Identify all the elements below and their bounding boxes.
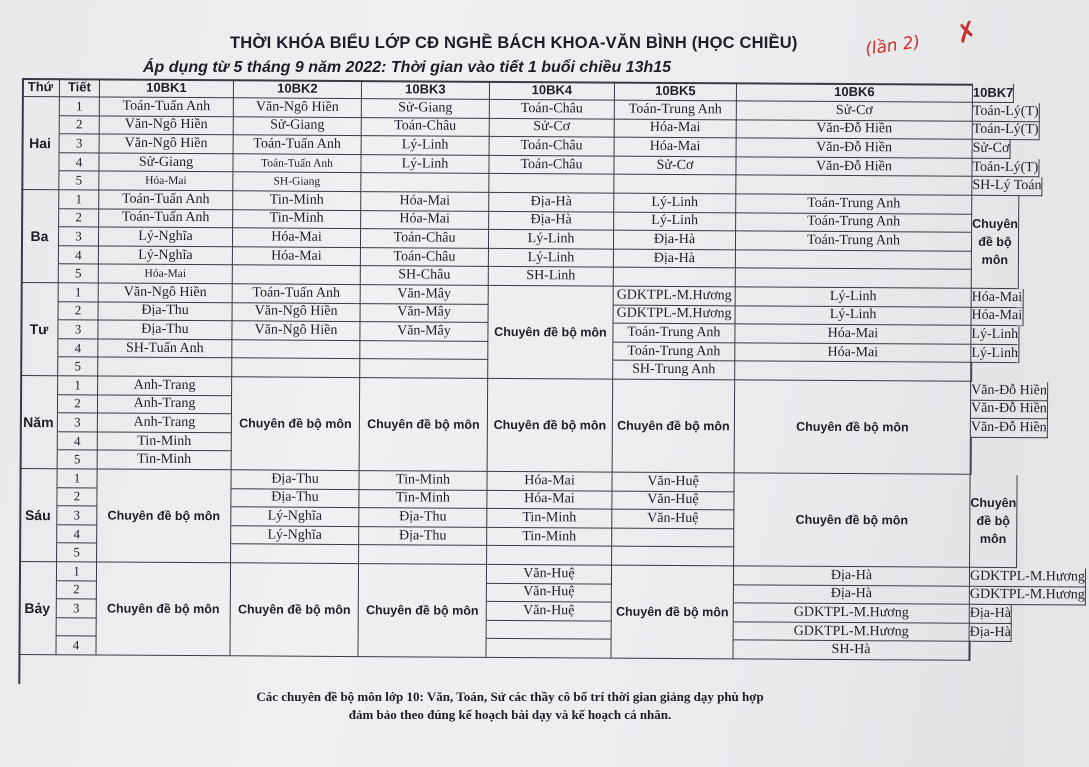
schedule-cell (612, 547, 734, 566)
schedule-cell: Địa-Hà (614, 231, 736, 250)
schedule-cell: Toán-Châu (361, 248, 489, 267)
period-number: 4 (59, 246, 99, 265)
header-day: Thứ (22, 78, 60, 97)
schedule-cell: Địa-Hà (489, 211, 614, 230)
period-number: 4 (59, 153, 99, 172)
schedule-cell: Văn-Đỗ Hiền (737, 139, 973, 159)
schedule-cell: GDKTPL-M.Hương (614, 287, 736, 306)
schedule-cell: Toán-Châu (489, 156, 614, 175)
schedule-cell: Văn-Mây (361, 285, 489, 304)
schedule-cell: Sử-Cơ (737, 101, 973, 121)
header-class: 10BK1 (100, 78, 234, 98)
day-label: Bảy (18, 562, 57, 655)
schedule-cell: Địa-Thu (231, 489, 359, 508)
schedule-cell: Anh-Trang (98, 395, 232, 414)
schedule-cell: Hóa-Mai (972, 289, 1024, 308)
schedule-cell (614, 175, 736, 194)
schedule-cell: Toán-Trung Anh (613, 342, 735, 361)
schedule-cell: Lý-Linh (361, 155, 489, 174)
merged-topic-cell: Chuyên đề bộ môn (232, 377, 361, 471)
day-label: Sáu (19, 469, 58, 562)
schedule-cell (231, 545, 359, 564)
schedule-cell: Văn-Ngô Hiền (100, 135, 234, 154)
period-number: 1 (59, 283, 99, 302)
schedule-cell: Sử-Giang (234, 117, 362, 136)
schedule-cell: Toán-Lý(T) (973, 103, 1040, 122)
period-number: 5 (58, 451, 98, 470)
schedule-cell: Toán-Châu (490, 100, 615, 119)
merged-topic-cell: Chuyên đề bộ môn (360, 378, 489, 472)
merged-topic-cell: Chuyên đề bộ môn (488, 286, 614, 380)
schedule-cell: Toán-Trung Anh (736, 213, 972, 233)
schedule-cell (232, 340, 360, 359)
schedule-cell (971, 438, 972, 457)
period-number: 3 (57, 599, 97, 618)
period-number: 2 (59, 209, 99, 228)
schedule-cell: Tin-Minh (359, 490, 487, 509)
schedule-cell: Địa-Thu (99, 302, 233, 321)
schedule-cell: Hóa-Mai (361, 192, 489, 211)
handwritten-mark: ✗ (951, 15, 982, 51)
day-label: Ba (21, 190, 60, 283)
schedule-cell: Địa-Hà (614, 249, 736, 268)
schedule-cell: Toán-Tuấn Anh (234, 135, 362, 154)
merged-topic-cell: Chuyên đề bộ môn (230, 563, 359, 657)
footer-line-2: đảm bảo theo đúng kế hoạch bài dạy và kế hoạch cá nhân. (348, 707, 672, 722)
period-number: 5 (58, 358, 98, 377)
schedule-cell: Văn-Ngô Hiền (234, 98, 362, 117)
merged-topic-cell: Chuyên đề bộ môn (96, 562, 231, 656)
period-number: 4 (56, 637, 96, 656)
schedule-cell: Hóa-Mai (233, 228, 361, 247)
schedule-cell: Hóa-Mai (615, 119, 737, 138)
schedule-cell (736, 250, 972, 270)
schedule-cell (487, 546, 612, 565)
schedule-cell (361, 173, 489, 192)
period-number: 3 (60, 134, 100, 153)
schedule-cell: Toán-Lý(T) (973, 121, 1040, 140)
period-number: 5 (57, 544, 97, 563)
schedule-cell: Lý-Linh (971, 326, 1019, 345)
schedule-cell: Văn-Đỗ Hiền (971, 382, 1048, 401)
schedule-cell: Toán-Châu (490, 137, 615, 156)
schedule-cell: Văn-Huệ (487, 583, 612, 602)
period-number: 2 (57, 488, 97, 507)
schedule-cell: Văn-Đỗ Hiền (971, 419, 1048, 438)
schedule-cell: Văn-Ngô Hiền (232, 321, 360, 340)
schedule-cell: Lý-Linh (489, 249, 614, 268)
schedule-cell (98, 358, 232, 377)
day-label: Tư (20, 283, 59, 376)
schedule-cell: SH-Linh (489, 267, 614, 286)
schedule-cell: GDKTPL-M.Hương (970, 568, 1086, 587)
schedule-cell: Hóa-Mai (972, 307, 1024, 326)
schedule-cell: Toán-Trung Anh (736, 194, 972, 214)
day-label: Năm (20, 376, 59, 469)
schedule-cell (359, 545, 487, 564)
schedule-cell: GDKTPL-M.Hương (970, 586, 1086, 605)
schedule-cell: Toán-Tuấn Anh (233, 284, 361, 303)
schedule-cell: Hóa-Mai (735, 343, 971, 363)
period-number: 5 (59, 172, 99, 191)
schedule-cell: Lý-Linh (489, 230, 614, 249)
schedule-cell: Toán-Trung Anh (613, 324, 735, 343)
schedule-cell (360, 359, 488, 378)
schedule-cell: Văn-Ngô Hiền (233, 303, 361, 322)
schedule-cell: Văn-Huệ (612, 510, 734, 529)
schedule-cell: Văn-Đỗ Hiền (971, 400, 1048, 419)
schedule-cell: SH-Giang (233, 173, 361, 192)
merged-topic-cell: Chuyên đề bộ môn (972, 196, 1019, 289)
schedule-cell: Lý-Nghĩa (231, 526, 359, 545)
schedule-cell: Hóa-Mai (487, 472, 612, 491)
header-class: 10BK3 (362, 80, 490, 100)
schedule-cell: Văn-Huệ (612, 473, 734, 492)
schedule-cell (969, 642, 970, 661)
schedule-cell: Địa-Thu (98, 321, 232, 340)
schedule-cell: Lý-Linh (614, 194, 736, 213)
schedule-cell: SH-Trung Anh (613, 361, 735, 380)
schedule-cell: Lý-Nghĩa (231, 507, 359, 526)
schedule-cell: GDKTPL-M.Hương (734, 604, 970, 624)
header-class: 10BK6 (737, 82, 973, 102)
period-number: 3 (59, 227, 99, 246)
schedule-cell (486, 639, 611, 658)
merged-topic-cell: Chuyên đề bộ môn (611, 566, 734, 660)
schedule-cell: Lý-Nghĩa (99, 228, 233, 247)
merged-topic-cell: Chuyên đề bộ môn (613, 380, 736, 474)
schedule-cell: Hóa-Mai (361, 211, 489, 230)
schedule-cell: Văn-Mây (360, 322, 488, 341)
header-class: 10BK4 (490, 81, 615, 101)
schedule-cell: Lý-Linh (971, 345, 1019, 364)
schedule-cell: Hóa-Mai (99, 265, 233, 284)
schedule-cell (971, 456, 972, 475)
merged-topic-cell: Chuyên đề bộ môn (735, 380, 972, 474)
schedule-cell: Địa-Hà (489, 193, 614, 212)
period-number: 4 (58, 432, 98, 451)
schedule-cell: Sử-Cơ (614, 156, 736, 175)
schedule-cell (489, 174, 614, 193)
day-label: Hai (21, 97, 60, 190)
schedule-cell: Hóa-Mai (99, 172, 233, 191)
schedule-cell: Anh-Trang (98, 414, 232, 433)
schedule-cell: Tin-Minh (487, 509, 612, 528)
schedule-cell: Sử-Giang (362, 99, 490, 118)
schedule-cell: SH-Lý Toán (972, 177, 1042, 196)
merged-topic-cell: Chuyên đề bộ môn (97, 469, 232, 563)
schedule-cell (736, 269, 972, 289)
schedule-cell: Văn-Huệ (487, 565, 612, 584)
merged-topic-cell: Chuyên đề bộ môn (488, 379, 614, 473)
schedule-cell: Văn-Đỗ Hiền (737, 120, 973, 140)
schedule-cell: Hóa-Mai (735, 325, 971, 345)
schedule-cell: Toán-Lý(T) (972, 159, 1039, 178)
header-period: Tiết (60, 78, 100, 97)
schedule-cell: SH-Tuấn Anh (98, 339, 232, 358)
schedule-cell: Hóa-Mai (487, 490, 612, 509)
header-class: 10BK7 (973, 84, 1015, 103)
schedule-cell: Toán-Tuấn Anh (100, 97, 234, 116)
merged-topic-cell: Chuyên đề bộ môn (358, 564, 487, 658)
schedule-cell: Văn-Huệ (612, 491, 734, 510)
period-number: 3 (57, 506, 97, 525)
schedule-cell: Văn-Ngô Hiền (100, 116, 234, 135)
schedule-cell: Toán-Tuấn Anh (233, 154, 361, 173)
period-number: 2 (60, 116, 100, 135)
footer-note (210, 688, 810, 724)
schedule-cell: Toán-Tuấn Anh (99, 209, 233, 228)
schedule-cell: Sử-Cơ (490, 118, 615, 137)
schedule-cell: Tin-Minh (233, 191, 361, 210)
schedule-cell: Toán-Châu (361, 229, 489, 248)
schedule-cell: Văn-Mây (361, 304, 489, 323)
schedule-cell: Tin-Minh (233, 210, 361, 229)
period-number: 4 (58, 339, 98, 358)
schedule-cell: Lý-Linh (736, 287, 972, 307)
schedule-cell: Hóa-Mai (233, 247, 361, 266)
header-class: 10BK2 (234, 79, 362, 99)
schedule-cell: Sử-Cơ (973, 140, 1011, 159)
schedule-cell: Văn-Ngô Hiền (99, 283, 233, 302)
schedule-cell: Địa-Thu (359, 527, 487, 546)
schedule-cell: Anh-Trang (98, 376, 232, 395)
timetable-grid (18, 78, 1085, 690)
merged-topic-cell: Chuyên đề bộ môn (734, 473, 971, 567)
period-number: 5 (59, 265, 99, 284)
period-number (57, 618, 97, 637)
period-number: 1 (57, 469, 97, 488)
schedule-cell: Địa-Thu (359, 508, 487, 527)
period-number: 2 (59, 302, 99, 321)
schedule-cell: Hóa-Mai (615, 138, 737, 157)
period-number: 1 (60, 97, 100, 116)
schedule-cell: SH-Hà (733, 641, 969, 661)
schedule-cell: Toán-Châu (362, 118, 490, 137)
schedule-cell (487, 621, 612, 640)
schedule-cell (360, 341, 488, 360)
schedule-cell (612, 528, 734, 547)
schedule-cell: Tin-Minh (359, 471, 487, 490)
schedule-cell (736, 176, 972, 196)
period-number: 4 (57, 525, 97, 544)
schedule-cell: Địa-Thu (231, 470, 359, 489)
schedule-cell: Tin-Minh (487, 528, 612, 547)
schedule-cell: Tin-Minh (98, 432, 232, 451)
schedule-cell: Lý-Linh (362, 136, 490, 155)
schedule-cell (232, 359, 360, 378)
schedule-cell (971, 363, 972, 382)
schedule-cell: Lý-Nghĩa (99, 246, 233, 265)
period-number: 1 (57, 562, 97, 581)
schedule-cell (614, 268, 736, 287)
schedule-cell (233, 266, 361, 285)
footer-line-1: Các chuyên đề bộ môn lớp 10: Văn, Toán, Sử các thầy cô bố trí thời gian giảng dạy phù hợp (256, 689, 764, 704)
period-number: 3 (58, 320, 98, 339)
schedule-cell (735, 362, 971, 382)
period-number: 1 (59, 190, 99, 209)
schedule-cell: Địa-Hà (734, 585, 970, 605)
period-number: 2 (57, 581, 97, 600)
schedule-cell: Tin-Minh (98, 451, 232, 470)
page-subtitle: Áp dụng từ 5 tháng 9 năm 2022: Thời gian vào tiết 1 buổi chiều 13h15 (143, 59, 672, 76)
merged-topic-cell: Chuyên đề bộ môn (970, 475, 1017, 568)
schedule-cell: Địa-Hà (970, 624, 1012, 643)
schedule-cell: Văn-Huệ (487, 602, 612, 621)
schedule-cell: Địa-Hà (970, 605, 1012, 624)
header-class: 10BK5 (615, 82, 737, 102)
schedule-cell: Lý-Linh (736, 306, 972, 326)
schedule-cell: Toán-Trung Anh (736, 232, 972, 252)
schedule-cell: Lý-Linh (614, 212, 736, 231)
period-number: 3 (58, 413, 98, 432)
schedule-cell: Văn-Đỗ Hiền (736, 157, 972, 177)
schedule-cell: GDKTPL-M.Hương (614, 305, 736, 324)
schedule-cell: SH-Châu (361, 266, 489, 285)
schedule-cell: Địa-Hà (734, 566, 970, 586)
handwritten-note: (lần 2) (863, 32, 922, 60)
schedule-cell: Sử-Giang (99, 153, 233, 172)
period-number: 1 (58, 376, 98, 395)
page-title: THỜI KHÓA BIỂU LỚP CĐ NGHỀ BÁCH KHOA-VĂN BÌNH (HỌC CHIỀU) (230, 34, 798, 52)
schedule-cell: Toán-Tuấn Anh (99, 190, 233, 209)
period-number: 2 (58, 395, 98, 414)
schedule-cell: Toán-Trung Anh (615, 101, 737, 120)
schedule-cell: GDKTPL-M.Hương (734, 622, 970, 642)
